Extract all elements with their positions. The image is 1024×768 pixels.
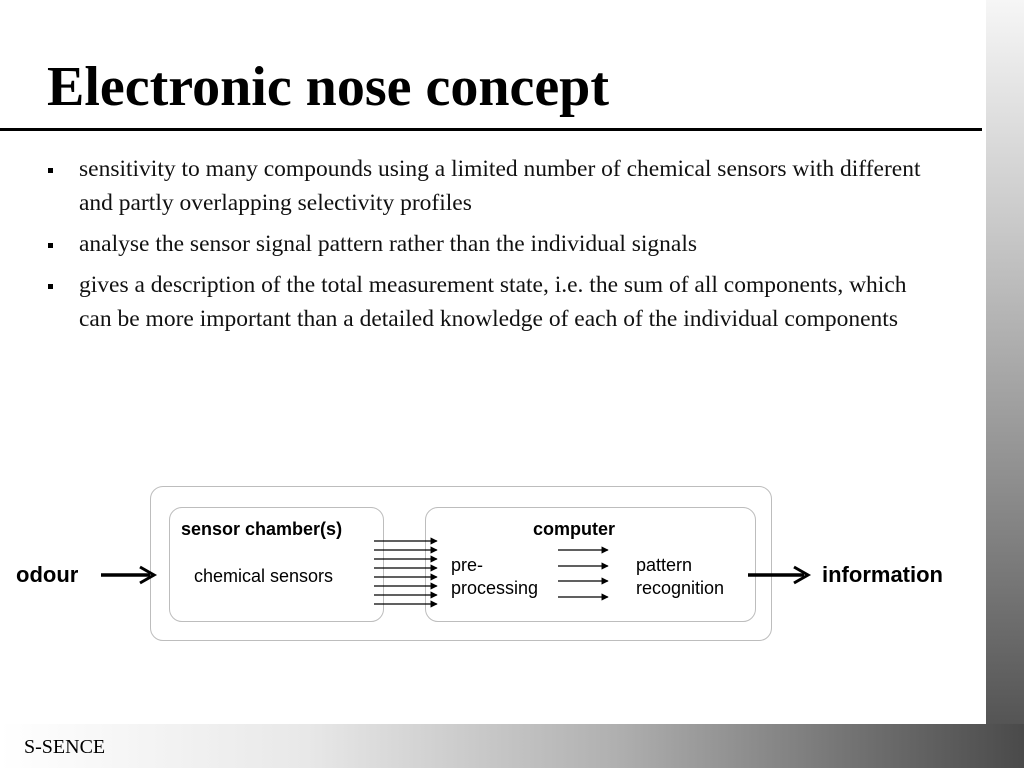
recognition-line-1: pattern [636, 555, 693, 575]
chemical-sensors-label: chemical sensors [194, 566, 334, 586]
bullet-text: analyse the sensor signal pattern rather than the individual signals [79, 231, 698, 257]
sensor-chamber-title: sensor chamber(s) [181, 519, 343, 539]
footer-label: S-SENCE [24, 736, 106, 758]
preprocessing-line-2: processing [451, 578, 539, 598]
information-arrow [748, 567, 808, 583]
processing-arrows [558, 550, 608, 597]
recognition-line-2: recognition [636, 578, 725, 598]
information-label: information [822, 562, 943, 587]
bullet-text: sensitivity to many compounds using a limited number of chemical sensors with different and partly overlapping selectivity profiles [79, 156, 921, 216]
preprocessing-line-1: pre- [451, 555, 484, 575]
computer-title: computer [533, 519, 616, 539]
sensor-signal-arrows [374, 541, 437, 604]
slide-title: Electronic nose concept [47, 56, 609, 118]
bullet-text: gives a description of the total measurement state, i.e. the sum of all components, which can be more important than a detailed knowledge of each of the individual components [79, 272, 907, 332]
odour-arrow [101, 567, 154, 583]
odour-label: odour [16, 562, 79, 587]
